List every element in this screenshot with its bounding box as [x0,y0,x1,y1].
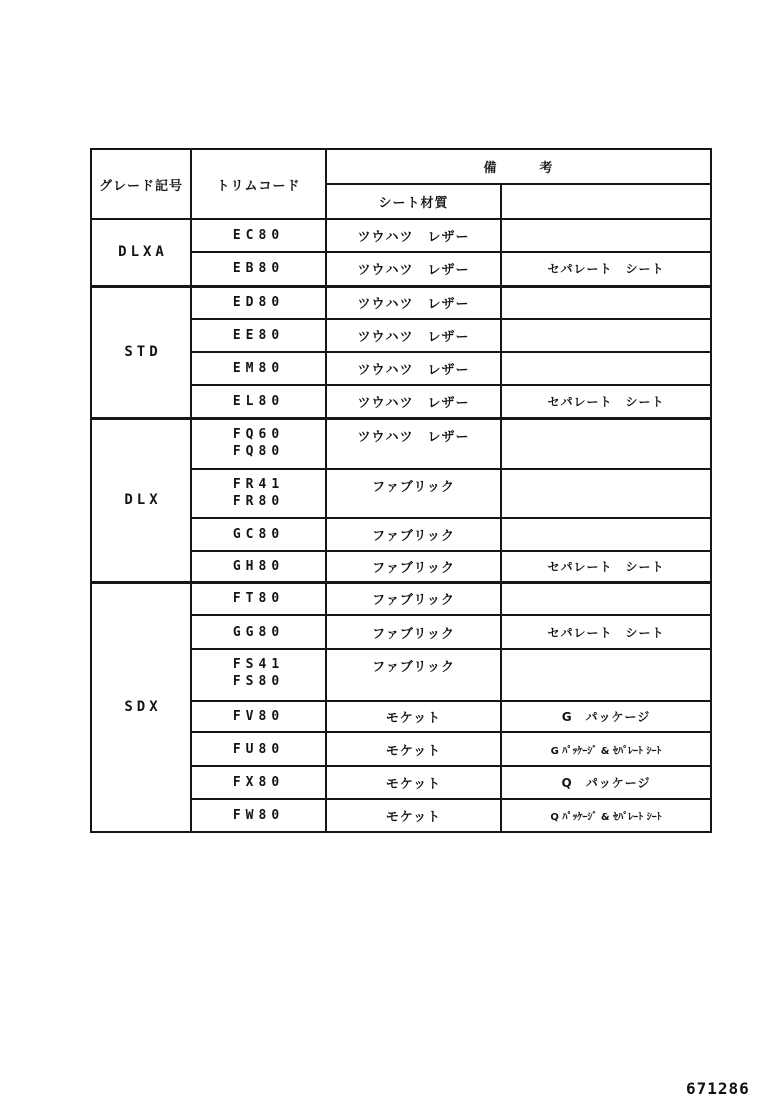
table-row [91,418,711,469]
grade-cell: DLX [91,418,191,582]
trim-code-cell: FW80 [191,799,326,832]
material-cell: ツウハツ レザー [326,352,501,385]
remark-cell [501,352,711,385]
remark-cell: Q パッケージ [501,766,711,799]
remark-cell [501,582,711,615]
figure-number: 671286 [686,1079,750,1098]
remark-cell [501,286,711,319]
grade-cell: STD [91,286,191,418]
remark-cell: G ﾊﾟｯｹｰｼﾞ & ｾﾊﾟﾚｰﾄ ｼｰﾄ [501,732,711,766]
material-cell: モケット [326,701,501,732]
trim-code-cell: EL80 [191,385,326,418]
header-grade-code: グレード記号 [91,149,191,219]
remark-cell: Q ﾊﾟｯｹｰｼﾞ & ｾﾊﾟﾚｰﾄ ｼｰﾄ [501,799,711,832]
remark-cell: G パッケージ [501,701,711,732]
trim-code-cell: ED80 [191,286,326,319]
remark-cell [501,219,711,252]
material-cell: モケット [326,766,501,799]
trim-code-cell: EM80 [191,352,326,385]
material-cell: ツウハツ レザー [326,385,501,418]
material-cell: ファブリック [326,649,501,701]
header-remarks: 備 考 [326,149,711,184]
remark-cell [501,649,711,701]
material-cell: ファブリック [326,469,501,518]
header-remarks-blank [501,184,711,219]
trim-code-cell: FS41 FS80 [191,649,326,701]
grade-cell: DLXA [91,219,191,286]
remark-cell [501,319,711,352]
trim-code-cell: GC80 [191,518,326,551]
material-cell: ファブリック [326,551,501,582]
trim-code-cell: FV80 [191,701,326,732]
material-cell: ファブリック [326,518,501,551]
material-cell: ツウハツ レザー [326,319,501,352]
trim-code-table [90,148,712,833]
material-cell: モケット [326,732,501,766]
table-row [91,582,711,615]
trim-code-cell: GG80 [191,615,326,649]
grade-cell: SDX [91,582,191,832]
trim-code-cell: EC80 [191,219,326,252]
material-cell: ツウハツ レザー [326,219,501,252]
trim-code-cell: FU80 [191,732,326,766]
material-cell: ツウハツ レザー [326,286,501,319]
remark-cell: セパレート シート [501,551,711,582]
table-row [91,219,711,252]
material-cell: ファブリック [326,582,501,615]
trim-code-cell: FX80 [191,766,326,799]
remark-cell: セパレート シート [501,385,711,418]
material-cell: ツウハツ レザー [326,418,501,469]
header-seat-material: シート材質 [326,184,501,219]
trim-code-cell: FR41 FR80 [191,469,326,518]
trim-code-cell: GH80 [191,551,326,582]
table-row [91,286,711,319]
material-cell: モケット [326,799,501,832]
remark-cell: セパレート シート [501,615,711,649]
trim-code-cell: FQ60 FQ80 [191,418,326,469]
remark-cell [501,418,711,469]
remark-cell [501,518,711,551]
header-trim-code: トリムコード [191,149,326,219]
trim-code-cell: EB80 [191,252,326,286]
trim-code-cell: EE80 [191,319,326,352]
remark-cell: セパレート シート [501,252,711,286]
remark-cell [501,469,711,518]
trim-code-cell: FT80 [191,582,326,615]
material-cell: ツウハツ レザー [326,252,501,286]
material-cell: ファブリック [326,615,501,649]
